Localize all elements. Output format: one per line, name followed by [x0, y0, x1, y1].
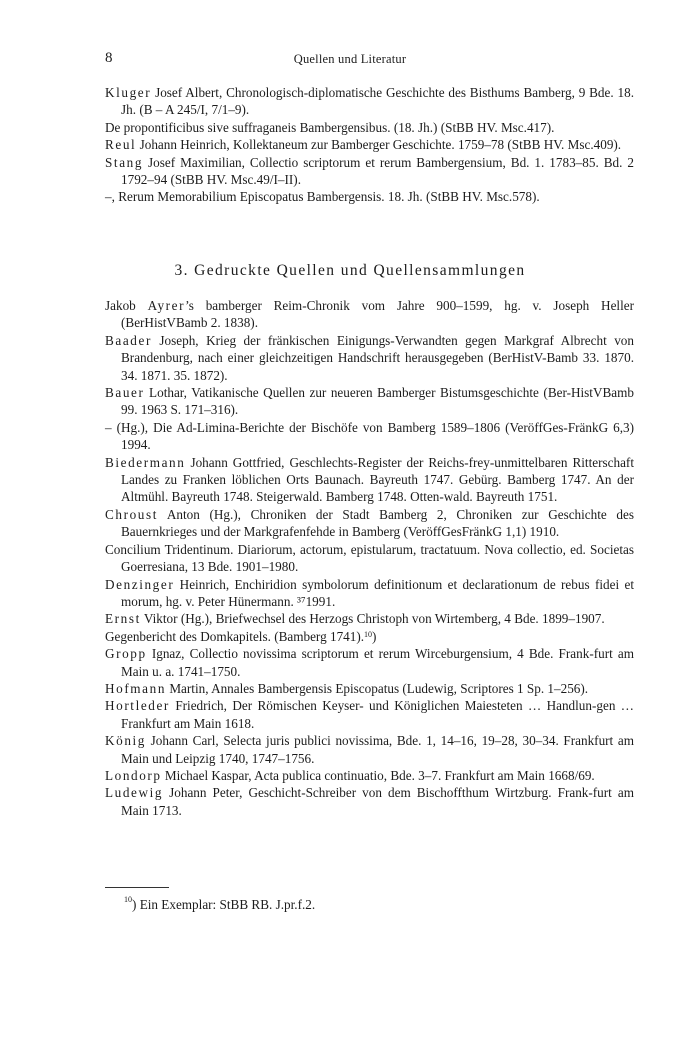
bibliography-entry [105, 576, 634, 611]
author-name: Ayrer [147, 298, 186, 313]
author-name: Hofmann [105, 680, 167, 696]
author-name: König [105, 733, 146, 749]
author-name: Stang [105, 154, 144, 170]
running-title: Quellen und Literatur [293, 52, 407, 66]
bibliography-entry [105, 506, 634, 541]
entry-text: Concilium Tridentinum. Diariorum, actorum, epistularum, tractatuum. Nova collectio, ed. Societas Goerresiana, 13 Bde. 1901–1980. [105, 541, 634, 575]
bibliography-entry [105, 610, 634, 627]
bibliography-entry: Gegenbericht des Domkapitels. (Bamberg 1741).$^{10}$) [105, 628, 377, 644]
entry-text: –, Rerum Memorabilium Episcopatus Bambergensis. 18. Jh. (StBB HV. Msc.578). [105, 189, 540, 205]
entry-text: Joseph, Krieg der fränkischen Einigungs-Verwandten gegen Markgraf Albrecht von Brandenburg, nach einer gleichzeitigen Handschrift herausgegeben (BerHistV-Bamb 33. 1870. 34. 1871. 35. 1872). [121, 332, 634, 383]
bibliography-entry [105, 697, 634, 732]
bibliography-entry [105, 784, 634, 819]
bibliography-entry [105, 188, 634, 205]
author-name: Ludewig [105, 785, 164, 801]
bibliography-entry [105, 732, 634, 767]
bibliography-entry [105, 680, 634, 697]
author-name: Londorp [105, 767, 162, 783]
author-name: Reul [105, 137, 137, 153]
manuscript-source-list [105, 84, 634, 206]
footnote-text: ) Ein Exemplar: StBB RB. J.pr.f.2. [132, 897, 316, 912]
entry-text: Johann Gottfried, Geschlechts-Register der Reichs-frey-unmittelbaren Ritterschaft Landes zu Franken löblichen Orts Baunach. Bayreuth 1747. Gebürg. Bamberg 1747. An der Altmühl. Bayreuth 1748. Steigerwald. Bamberg 1748. Otten-wald. Bayreuth 1751. [121, 454, 634, 505]
entry-text: Anton (Hg.), Chroniken der Stadt Bamberg 2, Chroniken zur Geschichte des Bauernkrieges und der Markgrafenfehde in Bamberg (VeröffGesFränkG 1,1) 1910. [121, 506, 634, 540]
bibliography-entry [105, 119, 634, 136]
entry-text: Michael Kaspar, Acta publica continuatio, Bde. 3–7. Frankfurt am Main 1668/69. [161, 767, 595, 783]
section-heading: 3. Gedruckte Quellen und Quellensammlungen [174, 262, 526, 279]
entry-text: Johann Peter, Geschicht-Schreiber von dem Bischoffthum Wirtzburg. Frank-furt am Main 1713. [121, 785, 634, 818]
entry-text: Martin, Annales Bambergensis Episcopatus (Ludewig, Scriptores 1 Sp. 1–256). [166, 680, 589, 696]
entry-text: Lothar, Vatikanische Quellen zur neueren Bamberger Bistumsgeschichte (Ber-HistVBamb 99. 1963 S. 171–316). [121, 385, 634, 418]
bibliography-entry [105, 384, 634, 419]
bibliography-entry [105, 136, 634, 153]
entry-text: Heinrich, Enchiridion symbolorum definitionum et declarationum de rebus fidei et morum, hg. v. Peter Hünermann. ³⁷1991. [121, 576, 634, 609]
author-name: Baader [105, 332, 152, 348]
entry-text: Gegenbericht des Domkapitels. (Bamberg 1741). [105, 628, 365, 644]
footnote-divider [105, 887, 169, 888]
bibliography-entry [105, 454, 634, 506]
bibliography-entry [105, 332, 634, 384]
footnote-number: 10 [124, 895, 132, 904]
author-name: Hortleder [105, 698, 170, 714]
entry-text: Johann Heinrich, Kollektaneum zur Bamberger Geschichte. 1759–78 (StBB HV. Msc.409). [136, 137, 622, 153]
footnote [124, 897, 315, 913]
entry-text: Ignaz, Collectio novissima scriptorum et rerum Wirceburgensium, 4 Bde. Frank-furt am Main u. a. 1741–1750. [121, 646, 634, 679]
page-number: 8 [105, 50, 113, 66]
bibliography-entry [105, 154, 634, 189]
printed-source-list [105, 297, 634, 819]
entry-text: ’s bamberger Reim-Chronik vom Jahre 900–1599, hg. v. Joseph Heller (BerHistVBamb 2. 1838). [121, 298, 634, 331]
author-name: Kluger [105, 85, 152, 100]
entry-prefix: Jakob [105, 298, 148, 313]
entry-text: Friedrich, Der Römischen Keyser- und Königlichen Maiesteten … Handlun-gen … Frankfurt am Main 1618. [121, 698, 634, 731]
entry-text: Josef Maximilian, Collectio scriptorum et rerum Bambergensium, Bd. 1. 1783–85. Bd. 2 1792–94 (StBB HV. Msc.49/I–II). [121, 154, 634, 188]
entry-text: De propontificibus sive suffraganeis Bambergensibus. (18. Jh.) (StBB HV. Msc.417). [105, 119, 555, 135]
bibliography-entry [105, 419, 634, 454]
bibliography-entry [105, 541, 634, 576]
bibliography-entry [105, 297, 634, 332]
footnote-marker[interactable]: 10 [364, 629, 373, 639]
entry-text: Viktor (Hg.), Briefwechsel des Herzogs Christoph von Wirtemberg, 4 Bde. 1899–1907. [140, 611, 605, 627]
entry-text: Josef Albert, Chronologisch-diplomatische Geschichte des Bisthums Bamberg, 9 Bde. 18. Jh. (B – A 245/I, 7/1–9). [121, 85, 634, 118]
bibliography-entry [105, 767, 634, 784]
bibliography-entry [105, 84, 634, 119]
author-name: Chroust [105, 506, 158, 522]
bibliography-entry [105, 645, 634, 680]
author-name: Gropp [105, 646, 147, 662]
entry-text: Johann Carl, Selecta juris publici novissima, Bde. 1, 14–16, 19–28, 30–34. Frankfurt am Main und Leipzig 1740, 1747–1756. [121, 733, 634, 766]
author-name: Bauer [105, 385, 145, 401]
entry-text: – (Hg.), Die Ad-Limina-Berichte der Bischöfe von Bamberg 1589–1806 (VeröffGes-FränkG 6,3) 1994. [105, 419, 634, 453]
author-name: Biedermann [105, 454, 186, 470]
author-name: Ernst [105, 611, 141, 627]
author-name: Denzinger [105, 576, 175, 592]
